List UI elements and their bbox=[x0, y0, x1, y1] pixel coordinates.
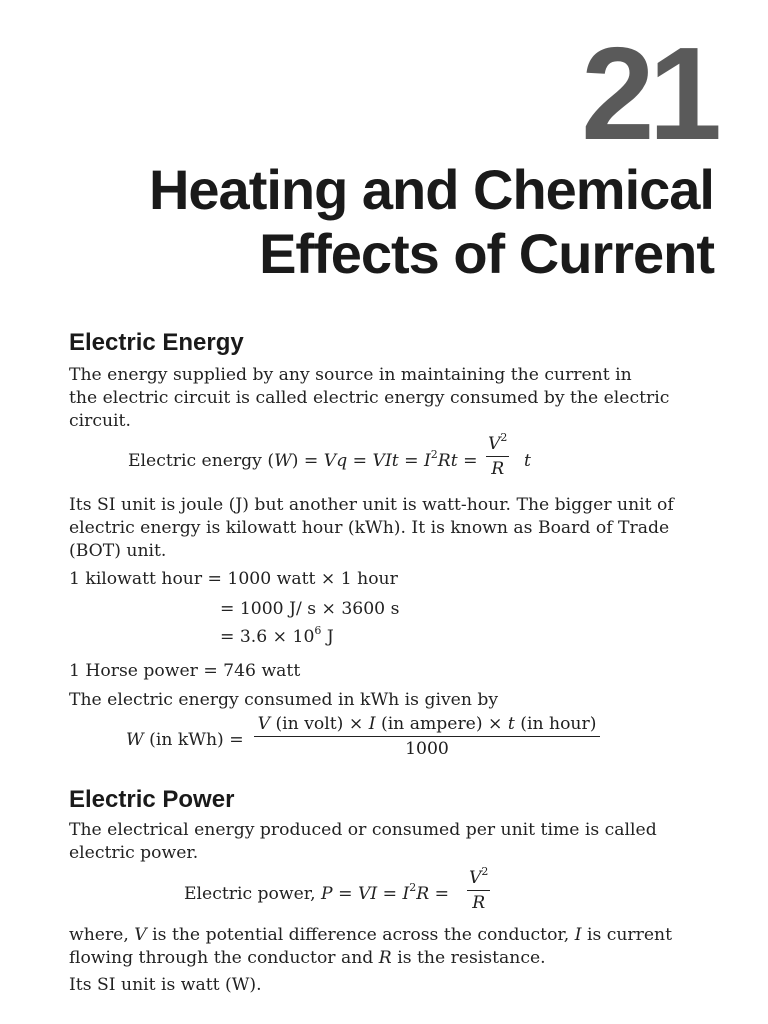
power-intro-line: The electrical energy produced or consumed per unit time is called bbox=[69, 820, 657, 840]
formula-exponent: 2 bbox=[409, 881, 417, 894]
formula-exponent: 2 bbox=[430, 448, 438, 461]
formula-label: Electric power, bbox=[184, 884, 316, 904]
formula-expression: R = bbox=[416, 884, 450, 904]
energy-intro-line: circuit. bbox=[69, 411, 131, 431]
section-heading-electric-power: Electric Power bbox=[69, 786, 235, 813]
fraction-numerator: V bbox=[488, 434, 501, 454]
kwh-symbol: W bbox=[126, 730, 144, 750]
kwh-fraction bbox=[254, 714, 600, 759]
kwh-fraction-denominator: 1000 bbox=[405, 739, 449, 759]
kwh-conversion-line-3: = $3.6 \times 10^6$ J bbox=[220, 624, 334, 647]
section-heading-electric-energy: Electric Energy bbox=[69, 329, 244, 356]
formula-expression: = Vq = VIt = I bbox=[303, 451, 431, 471]
energy-intro-paragraph bbox=[69, 364, 721, 433]
unit-line: electric energy is kilowatt hour (kWh). It is known as Board of Trade bbox=[69, 518, 670, 538]
kwh-given-line: The electric energy consumed in kWh is given by bbox=[69, 690, 499, 710]
energy-fraction bbox=[486, 431, 509, 479]
fraction-exponent: 2 bbox=[481, 865, 489, 878]
where-line: where, V is the potential difference across the conductor, I is current bbox=[69, 925, 673, 945]
where-line: flowing through the conductor and R is the resistance. bbox=[69, 948, 546, 968]
kwh-formula-lhs: W (in kWh) = bbox=[126, 730, 244, 750]
horse-power-line: 1 Horse power = 746 watt bbox=[69, 661, 301, 681]
energy-intro-line: the electric circuit is called electric energy consumed by the electric bbox=[69, 388, 670, 408]
electric-power-formula bbox=[184, 881, 450, 904]
fraction-denominator: R bbox=[472, 893, 486, 913]
formula-expression: = VI = I bbox=[338, 884, 410, 904]
formula-expression: Rt = bbox=[437, 451, 478, 471]
energy-unit-paragraph bbox=[69, 494, 721, 563]
unit-line: Its SI unit is joule (J) but another unit is watt-hour. The bigger unit of bbox=[69, 495, 674, 515]
chapter-title-line-2: Effects of Current bbox=[259, 222, 714, 285]
energy-intro-line: The energy supplied by any source in maintaining the current in bbox=[69, 365, 632, 385]
power-where-paragraph bbox=[69, 924, 721, 970]
power-unit-line: Its SI unit is watt (W). bbox=[69, 975, 262, 995]
chapter-number: 21 bbox=[581, 20, 716, 167]
kwh-exponent: 6 bbox=[314, 624, 322, 637]
chapter-title-line-1: Heating and Chemical bbox=[148, 158, 714, 221]
formula-time-symbol: t bbox=[524, 451, 531, 471]
kwh-conversion-line-2: = 1000 J/ s × 3600 s bbox=[220, 599, 400, 619]
formula-symbol: P bbox=[321, 884, 333, 904]
power-fraction bbox=[467, 865, 490, 913]
power-intro-paragraph bbox=[69, 819, 721, 865]
unit-line: (BOT) unit. bbox=[69, 541, 167, 561]
fraction-exponent: 2 bbox=[500, 431, 508, 444]
fraction-denominator: R bbox=[491, 459, 505, 479]
formula-label: Electric energy bbox=[128, 451, 262, 471]
formula-symbol: W bbox=[274, 451, 292, 471]
chapter-title bbox=[149, 158, 714, 286]
electric-energy-formula: Electric energy (W) = Vq = VIt = $I^2Rt$ = bbox=[128, 448, 478, 471]
kwh-conversion-line-1: 1 kilowatt hour = 1000 watt × 1 hour bbox=[69, 569, 398, 589]
power-intro-line: electric power. bbox=[69, 843, 199, 863]
kwh-fraction-numerator: V (in volt) × I (in ampere) × t (in hour) bbox=[254, 714, 600, 737]
fraction-numerator: V bbox=[469, 868, 482, 888]
